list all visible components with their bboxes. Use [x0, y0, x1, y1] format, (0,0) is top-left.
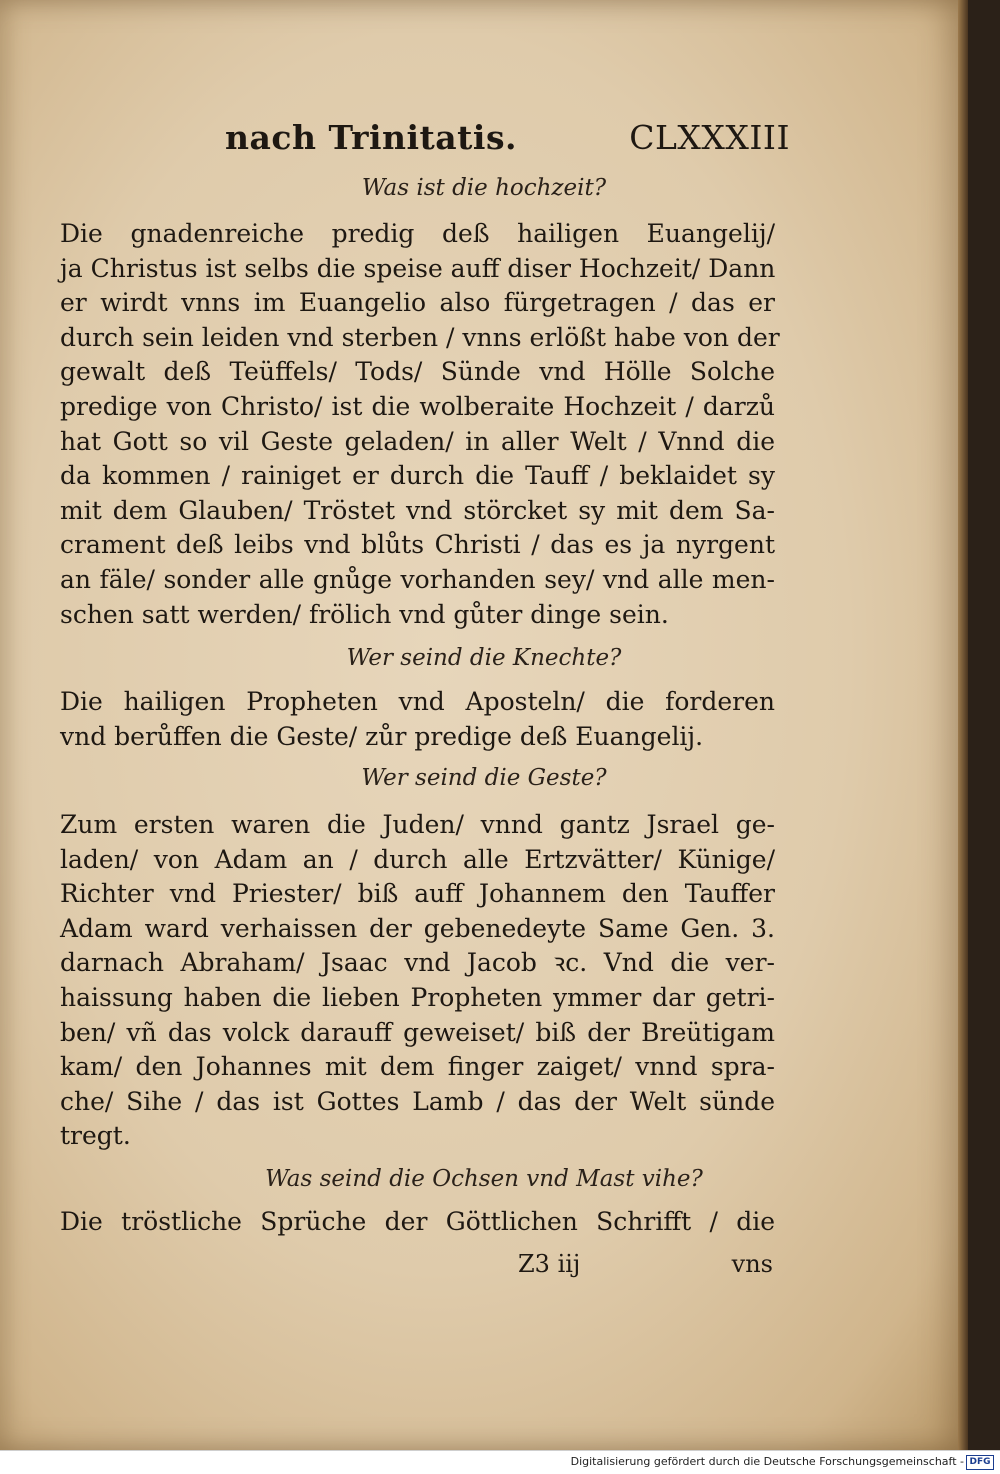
text-line: Die gnadenreiche predig deß hailigen Euangelij/	[60, 219, 775, 248]
text-line: predige von Christo/ ist die wolberaite Hochzeit / darzů	[60, 391, 775, 421]
answer-paragraph	[60, 1205, 775, 1240]
text-line: Adam ward verhaissen der gebenedeyte Same Gen. 3.	[60, 913, 775, 943]
text-line: laden/ von Adam an / durch alle Ertzvätter/ Künige/	[60, 844, 775, 874]
catchline	[518, 1250, 773, 1282]
text-line: durch sein leiden vnd sterben / vnns erlößt habe von der	[60, 322, 780, 352]
text-line: ben/ vñ das volck darauff geweiset/ biß der Breütigam	[60, 1017, 775, 1047]
text-line: ja Christus ist selbs die speise auff diser Hochzeit/ Dann	[60, 253, 776, 283]
text-line: kam/ den Johannes mit dem finger zaiget/ vnnd spra-	[60, 1052, 775, 1082]
text-line: er wirdt vnns im Euangelio also fürgetragen / das er	[60, 288, 775, 318]
question-heading: Was ist die hochzeit?	[361, 175, 607, 201]
answer-paragraph	[60, 685, 775, 754]
text-line: schen satt werden/ frölich vnd gůter dinge sein.	[60, 599, 669, 629]
question-heading: Wer seind die Geste?	[361, 765, 607, 791]
question-heading: Wer seind die Knechte?	[346, 645, 622, 671]
folio-number: CLXXXIII	[629, 118, 790, 157]
page-gutter	[958, 0, 968, 1450]
text-line: Zum ersten waren die Juden/ vnnd gantz Jsrael ge-	[60, 810, 775, 839]
text-line: mit dem Glauben/ Tröstet vnd störcket sy mit dem Sa-	[60, 495, 775, 525]
answer-paragraph	[60, 217, 780, 632]
text-line: darnach Abraham/ Jsaac vnd Jacob ꝛc. Vnd die ver-	[60, 948, 775, 978]
text-line: an fäle/ sonder alle gnůge vorhanden sey/ vnd alle men-	[60, 564, 775, 594]
text-line: crament deß leibs vnd blůts Christi / das es ja nyrgent	[60, 530, 775, 560]
text-line: gewalt deß Teüffels/ Tods/ Sünde vnd Hölle Solche	[60, 357, 775, 387]
text-line: da kommen / rainiget er durch die Tauff / beklaidet sy	[60, 461, 775, 491]
text-line: che/ Sihe / das ist Gottes Lamb / das der Welt sünde	[60, 1086, 775, 1116]
funding-credit: Digitalisierung gefördert durch die Deutsche Forschungsgemeinschaft -	[570, 1455, 964, 1468]
signature-mark: Z3 iij	[518, 1250, 581, 1278]
text-line: haissung haben die lieben Propheten ymmer dar getri-	[60, 982, 775, 1012]
text-line: vnd berůffen die Geste/ zůr predige deß Euangelij.	[60, 721, 704, 751]
digitization-footer	[0, 1450, 1000, 1474]
text-line: Die hailigen Propheten vnd Aposteln/ die forderen	[60, 687, 775, 716]
text-line: Richter vnd Priester/ biß auff Johannem den Tauffer	[60, 879, 775, 909]
page-header	[225, 118, 790, 162]
catchword: vns	[731, 1250, 773, 1278]
text-line: tregt.	[60, 1121, 131, 1151]
dfg-logo: DFG	[966, 1455, 994, 1470]
answer-paragraph	[60, 808, 775, 1154]
text-line: Die tröstliche Sprüche der Göttlichen Schrifft / die	[60, 1207, 775, 1236]
question-heading: Was seind die Ochsen vnd Mast vihe?	[265, 1166, 703, 1192]
running-title: nach Trinitatis.	[225, 118, 518, 157]
text-line: hat Gott so vil Geste geladen/ in aller Welt / Vnnd die	[60, 426, 775, 456]
